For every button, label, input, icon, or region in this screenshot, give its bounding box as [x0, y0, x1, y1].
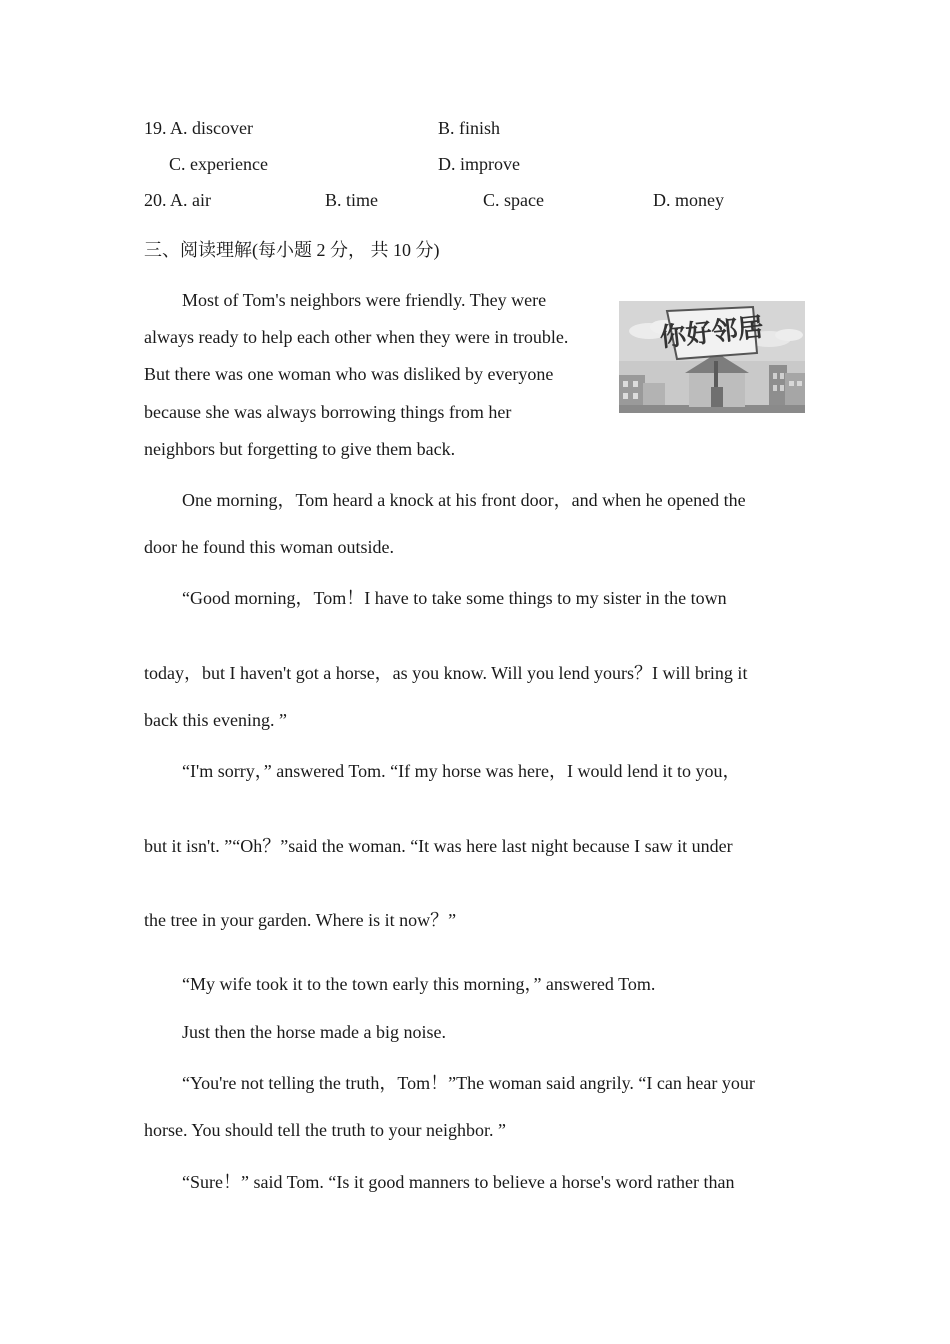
p3-line-3: back this evening. ” [144, 710, 287, 730]
p5-line-1: “My wife took it to the town early this morning，” answered Tom. [182, 974, 656, 994]
p1-line-4: because she was always borrowing things from her [144, 402, 512, 422]
logo-text: 你好邻居 [658, 312, 766, 354]
p6-line-1: Just then the horse made a big noise. [182, 1022, 446, 1042]
p8-line-1: “Sure！” said Tom. “Is it good manners to believe a horse's word rather than [182, 1172, 735, 1192]
p1-line-5: neighbors but forgetting to give them back. [144, 439, 456, 459]
p3-line-2: today，but I haven't got a horse，as you know. Will you lend yours？I will bring it [144, 663, 748, 683]
q20-option-c: C. space [483, 190, 544, 210]
q19-option-a: 19. A. discover [144, 118, 253, 138]
q19-option-b: B. finish [438, 118, 501, 138]
p4-line-3: the tree in your garden. Where is it now？” [144, 910, 457, 930]
p7-line-2: horse. You should tell the truth to your neighbor. ” [144, 1120, 506, 1140]
p2-line-1: One morning，Tom heard a knock at his front door，and when he opened the [182, 490, 746, 510]
p7-line-1: “You're not telling the truth，Tom！”The woman said angrily. “I can hear your [182, 1073, 755, 1093]
p4-line-1: “I'm sorry，” answered Tom. “If my horse was here，I would lend it to you， [182, 761, 741, 781]
p2-line-2: door he found this woman outside. [144, 537, 394, 557]
p1-line-1: Most of Tom's neighbors were friendly. They were [182, 290, 547, 310]
q20-option-d: D. money [653, 190, 724, 210]
p1-line-2: always ready to help each other when they were in trouble. [144, 327, 569, 347]
p3-line-1: “Good morning，Tom！I have to take some things to my sister in the town [182, 588, 727, 608]
section-heading: 三、阅读理解(每小题 2 分， 共 10 分) [144, 240, 440, 260]
q20-option-b: B. time [325, 190, 378, 210]
q20-option-a: 20. A. air [144, 190, 211, 210]
p4-line-2: but it isn't. ”“Oh？”said the woman. “It was here last night because I saw it under [144, 836, 733, 856]
neighbor-show-image [619, 301, 805, 413]
q19-option-d: D. improve [438, 154, 520, 174]
p1-line-3: But there was one woman who was disliked by everyone [144, 364, 554, 384]
q19-option-c: C. experience [169, 154, 268, 174]
